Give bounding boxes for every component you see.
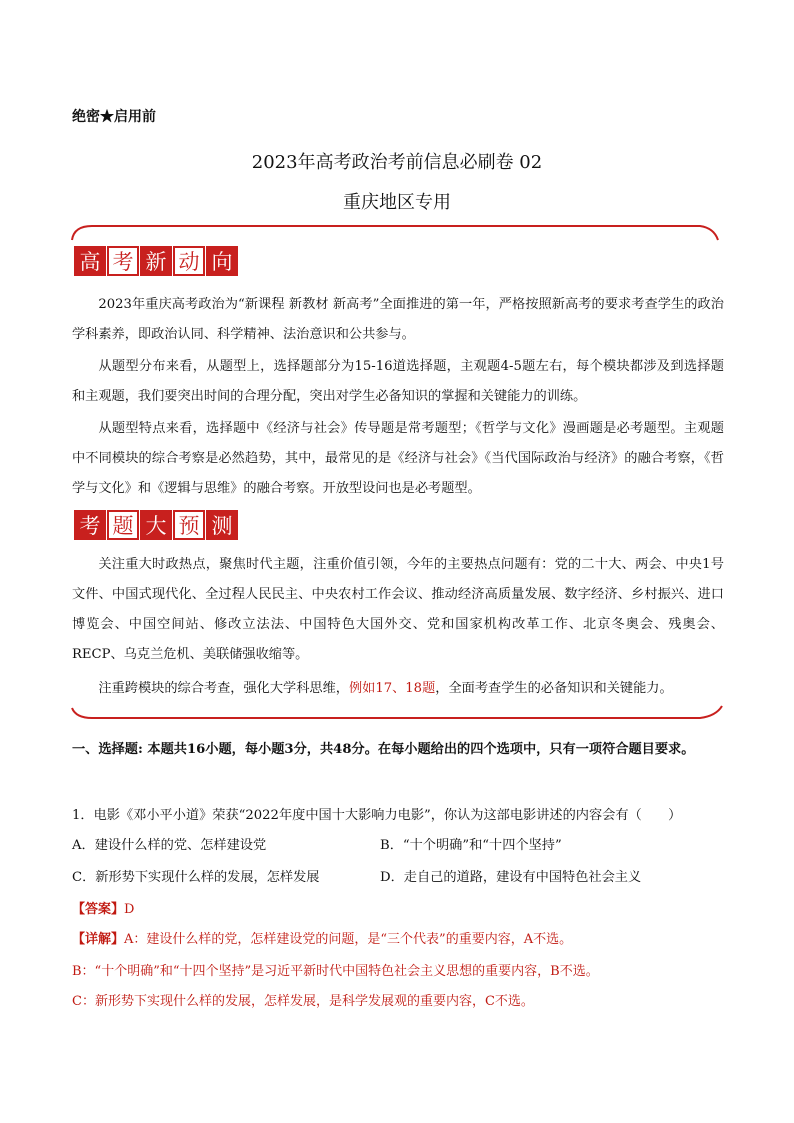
secret-label: 绝密★启用前 [72, 109, 156, 125]
bottom-frame-curve [72, 706, 722, 718]
part-heading [72, 736, 724, 764]
explain-line-b: B：“十个明确”和“十四个坚持”是习近平新时代中国特色社会主义思想的重要内容，B不选。 [72, 964, 599, 979]
part-desc-post: ，只有一项符合题目要求。 [536, 742, 695, 757]
answer-value: D [124, 902, 135, 917]
badge-char: 新 [140, 246, 172, 276]
forecast-paragraph-1: 关注重大时政热点，聚焦时代主题，注重价值引领，今年的主要热点问题有：党的二十大、两会、中央1号文件、中国式现代化、全过程人民民主、中央农村工作会议、推动经济高质量发展、数字经济、乡村振兴、进口博览会、中国空间站、修改立法法、中国特色大国外交、党和国家机构改革工作、北京冬奥会、残奥会、RECP、乌克兰危机、美联储强收缩等。 [72, 557, 724, 662]
page-subtitle: 重庆地区专用 [343, 192, 451, 213]
section-badge-gaokao-trend [74, 246, 239, 276]
question-1-stem: 1．电影《邓小平小道》荣获“2022年度中国十大影响力电影”，你认为这部电影讲述的内容会有（ ） [72, 808, 682, 823]
forecast-text-pre: 注重跨模块的综合考查，强化大学科思维， [98, 681, 349, 696]
part-label: 一、选择题 [72, 742, 138, 757]
explain-text: A：建设什么样的党，怎样建设党的问题，是“三个代表”的重要内容，A不选。 [124, 932, 573, 947]
option-b: B．“十个明确”和“十四个坚持” [380, 838, 562, 853]
answer-label: 【答案】 [72, 902, 125, 917]
badge-char: 测 [206, 510, 238, 540]
badge-char: 预 [173, 510, 205, 540]
page-title: 2023年高考政治考前信息必刷卷 02 [251, 152, 543, 173]
forecast-text-post: ，全面考查学生的必备知识和关键能力。 [435, 681, 673, 696]
part-desc-pre: : 本题共16小题，每小题3分，共48分。在每小题给出的 [137, 742, 471, 757]
option-a: A．建设什么样的党、怎样建设党 [72, 838, 267, 853]
forecast-paragraph-2 [72, 674, 724, 704]
badge-char: 高 [74, 246, 106, 276]
trend-paragraph-1: 2023年重庆高考政治为“新课程 新教材 新高考”全面推进的第一年，严格按照新高考的要求考查学生的政治学科素养，即政治认同、科学精神、法治意识和公共参与。 [72, 297, 724, 342]
badge-char: 题 [107, 510, 139, 540]
explain-line-a [72, 928, 572, 947]
badge-char: 动 [173, 246, 205, 276]
badge-char: 大 [140, 510, 172, 540]
trend-paragraph-2: 从题型分布来看，从题型上，选择题部分为15-16道选择题，主观题4-5题左右，每个模块都涉及到选择题和主观题，我们要突出时间的合理分配，突出对学生必备知识的掌握和关键能力的训练。 [72, 359, 724, 404]
explain-line-c: C：新形势下实现什么样的发展，怎样发展，是科学发展观的重要内容，C不选。 [72, 994, 534, 1009]
option-d: D．走自己的道路，建设有中国特色社会主义 [380, 870, 642, 885]
forecast-example-highlight: 例如17、18题 [348, 681, 436, 696]
option-c: C．新形势下实现什么样的发展，怎样发展 [72, 870, 320, 885]
explain-label: 【详解】 [72, 932, 125, 947]
part-desc-bold: 四个选项中 [470, 742, 537, 757]
trend-paragraph-3: 从题型特点来看，选择题中《经济与社会》传导题是常考题型；《哲学与文化》漫画题是必考题型。主观题中不同模块的综合考察是必然趋势，其中，最常见的是《经济与社会》《当代国际政治与经济》的融合考察，《哲学与文化》和《逻辑与思维》的融合考察。开放型设问也是必考题型。 [72, 421, 724, 496]
badge-char: 向 [206, 246, 238, 276]
badge-char: 考 [107, 246, 139, 276]
answer-line [72, 898, 134, 917]
section-badge-exam-forecast [74, 510, 239, 540]
badge-char: 考 [74, 510, 106, 540]
top-frame-curve [72, 226, 718, 240]
